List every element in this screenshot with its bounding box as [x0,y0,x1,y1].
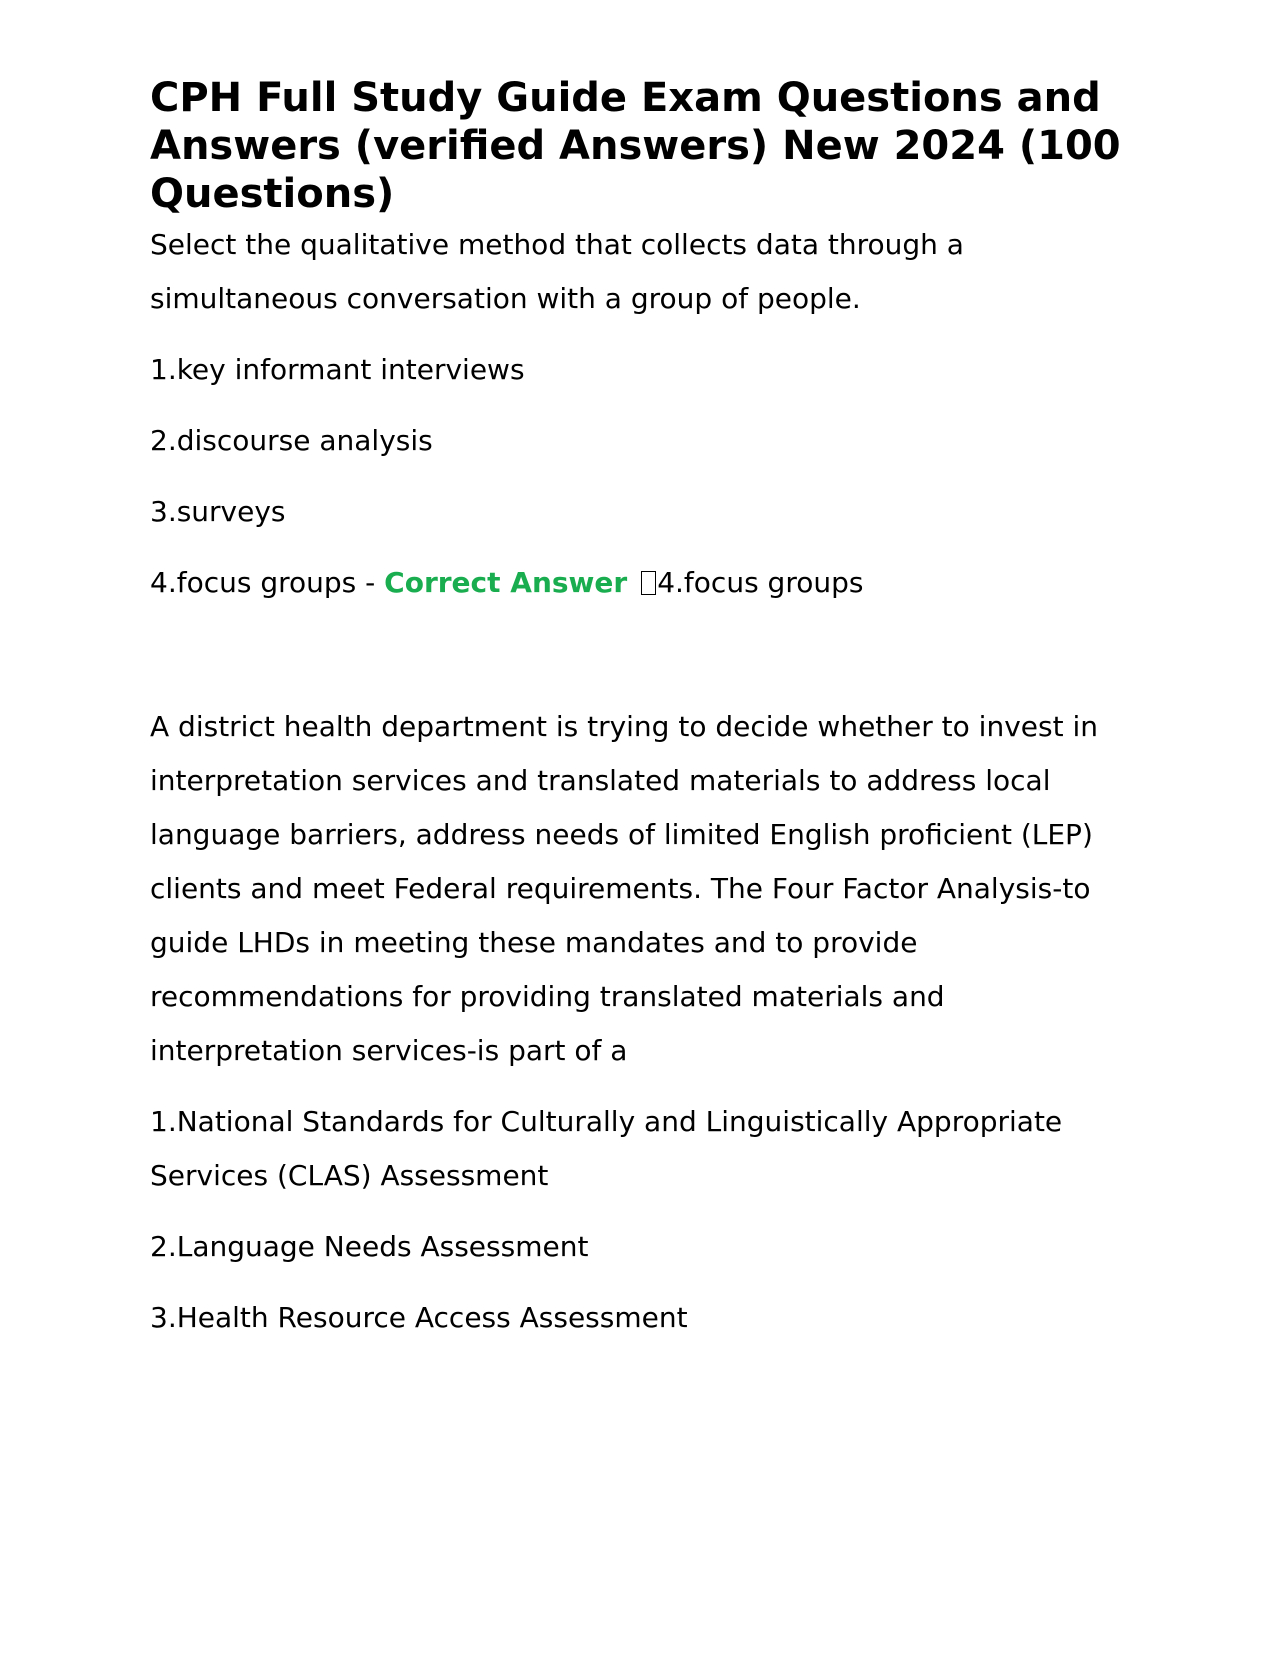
option-4-with-answer [150,556,1130,610]
question-text: Select the qualitative method that collects data through a simultaneous conversation with a group of people. [150,228,964,315]
option-2: 2.discourse analysis [150,424,433,457]
option-1: 1.National Standards for Culturally and Linguistically Appropriate Services (CLAS) Assessment [150,1105,1063,1192]
question-text: A district health department is trying to decide whether to invest in interpretation services and translated materials to address local language barriers, address needs of limited English proficient (LEP) clients and meet Federal requirements. The Four Factor Analysis-to guide LHDs in meeting these mandates and to provide recommendations for providing translated materials and interpretation services-is part of a [150,710,1098,1067]
option-1: 1.key informant interviews [150,353,525,386]
option-4-text: 4.focus groups - [150,566,385,599]
question-2 [150,700,1130,1345]
document-title: CPH Full Study Guide Exam Questions and Answers (verified Answers) New 2024 (100 Questions) [150,75,1121,217]
correct-answer-text: 4.focus groups [657,566,864,599]
option-3: 3.surveys [150,495,286,528]
document-page [150,74,1130,1345]
option-3: 3.Health Resource Access Assessment [150,1301,688,1334]
question-1 [150,218,1130,610]
missing-glyph-box-icon [641,571,656,595]
correct-answer-label: Correct Answer [384,566,628,599]
option-2: 2.Language Needs Assessment [150,1230,589,1263]
